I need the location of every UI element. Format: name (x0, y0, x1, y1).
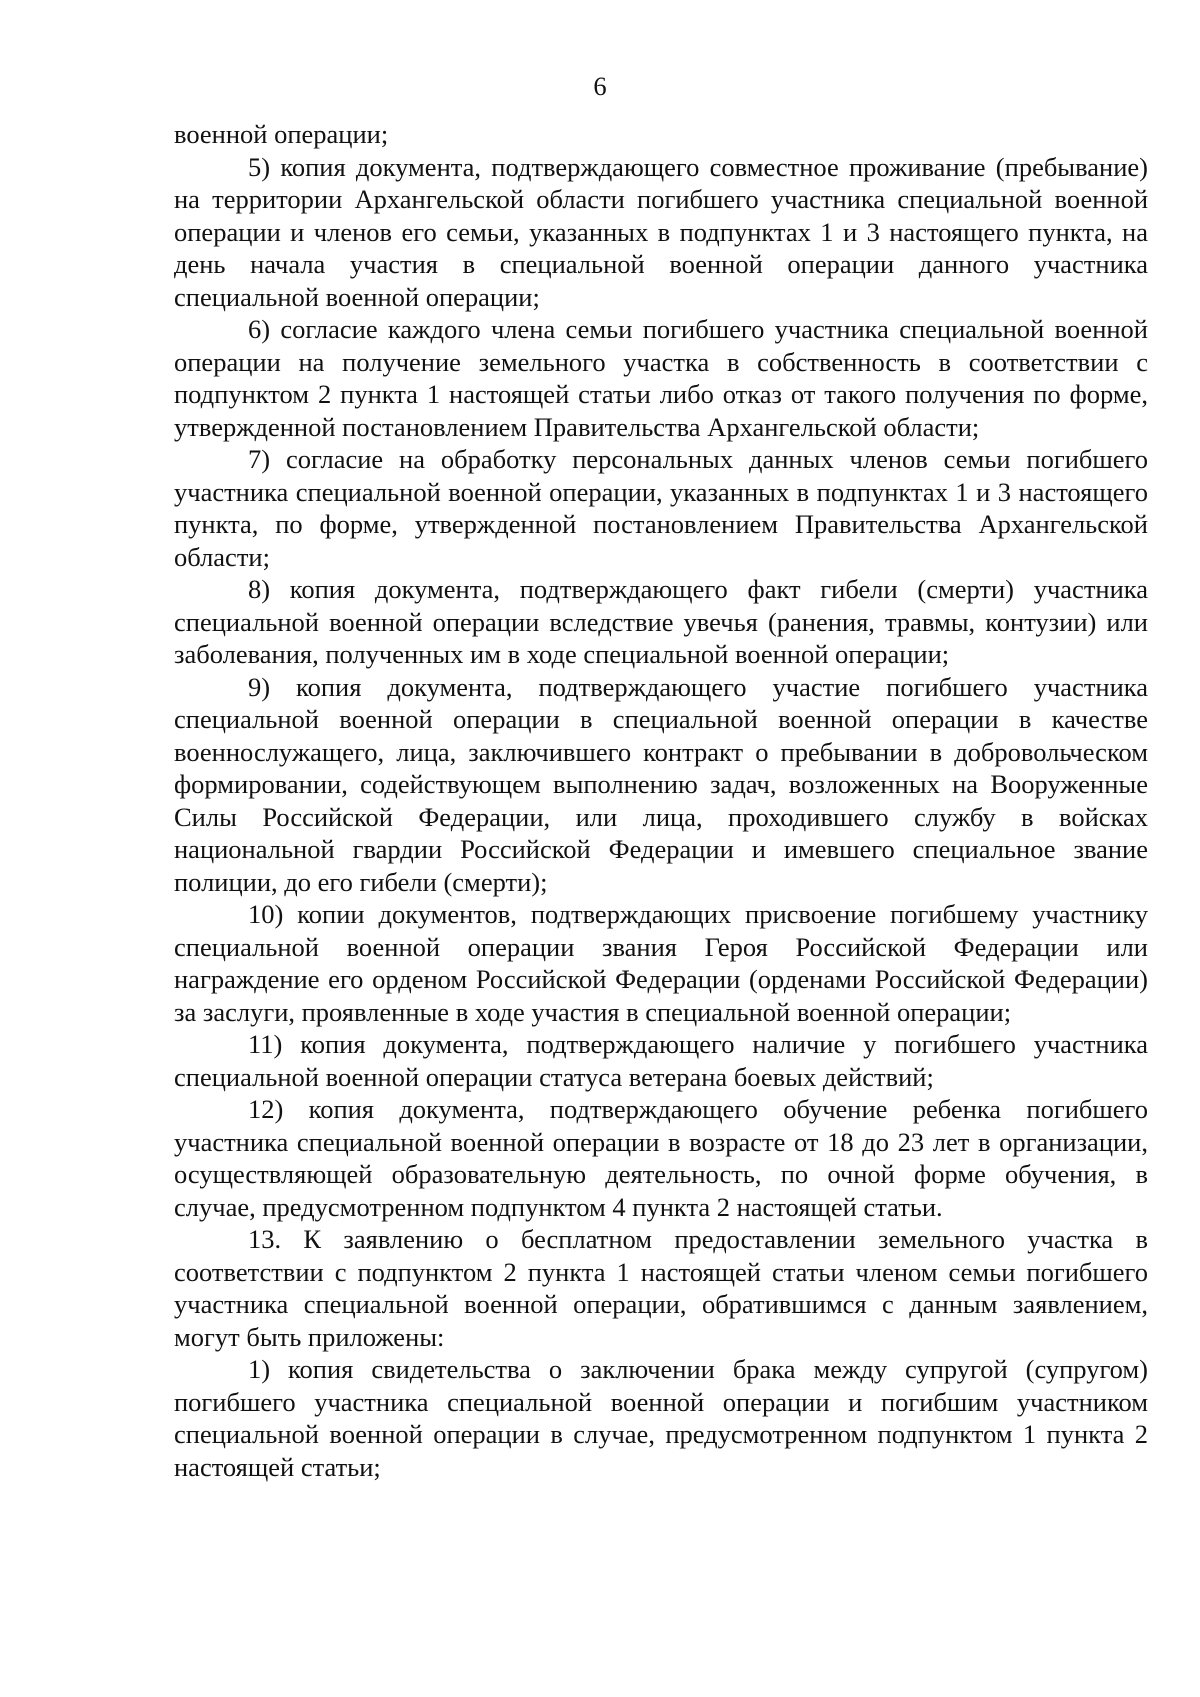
page-number: 6 (593, 71, 607, 101)
document-body (174, 118, 1148, 1483)
paragraph: 12) копия документа, подтверждающего обучение ребенка погибшего участника специальной военной операции в возрасте от 18 до 23 лет в организации, осуществляющей образовательную деятельность, по очной форме обучения, в случае, предусмотренном подпунктом 4 пункта 2 настоящей статьи. (174, 1094, 1148, 1222)
paragraph: 7) согласие на обработку персональных данных членов семьи погибшего участника специальной военной операции, указанных в подпунктах 1 и 3 настоящего пункта, по форме, утвержденной постановлением Правительства Архангельской области; (174, 444, 1148, 572)
paragraph: 11) копия документа, подтверждающего наличие у погибшего участника специальной военной операции статуса ветерана боевых действий; (174, 1029, 1148, 1092)
paragraph: 6) согласие каждого члена семьи погибшего участника специальной военной операции на получение земельного участка в собственность в соответствии с подпунктом 2 пункта 1 настоящей статьи либо отказ от такого получения по форме, утвержденной постановлением Правительства Архангельской области; (174, 314, 1148, 442)
paragraph: 8) копия документа, подтверждающего факт гибели (смерти) участника специальной военной операции вследствие увечья (ранения, травмы, контузии) или заболевания, полученных им в ходе специальной военной операции; (174, 574, 1148, 669)
paragraph: военной операции; (174, 119, 389, 149)
paragraph: 5) копия документа, подтверждающего совместное проживание (пребывание) на территории Архангельской области погибшего участника специальной военной операции и членов его семьи, указанных в подпунктах 1 и 3 настоящего пункта, на день начала участия в специальной военной операции данного участника специальной военной операции; (174, 151, 1148, 312)
paragraph: 1) копия свидетельства о заключении брака между супругой (супругом) погибшего участника специальной военной операции и погибшим участником специальной военной операции в случае, предусмотренном подпунктом 1 пункта 2 настоящей статьи; (174, 1354, 1148, 1482)
paragraph: 13. К заявлению о бесплатном предоставлении земельного участка в соответствии с подпунктом 2 пункта 1 настоящей статьи членом семьи погибшего участника специальной военной операции, обратившимся с данным заявлением, могут быть приложены: (174, 1224, 1148, 1352)
paragraph: 10) копии документов, подтверждающих присвоение погибшему участнику специальной военной операции звания Героя Российской Федерации или награждение его орденом Российской Федерации (орденами Российской Федерации) за заслуги, проявленные в ходе участия в специальной военной операции; (174, 899, 1148, 1027)
paragraph: 9) копия документа, подтверждающего участие погибшего участника специальной военной операции в специальной военной операции в качестве военнослужащего, лица, заключившего контракт о пребывании в добровольческом формировании, содействующем выполнению задач, возложенных на Вооруженные Силы Российской Федерации, или лица, проходившего службу в войсках национальной гвардии Российской Федерации и имевшего специальное звание полиции, до его гибели (смерти); (174, 671, 1148, 897)
